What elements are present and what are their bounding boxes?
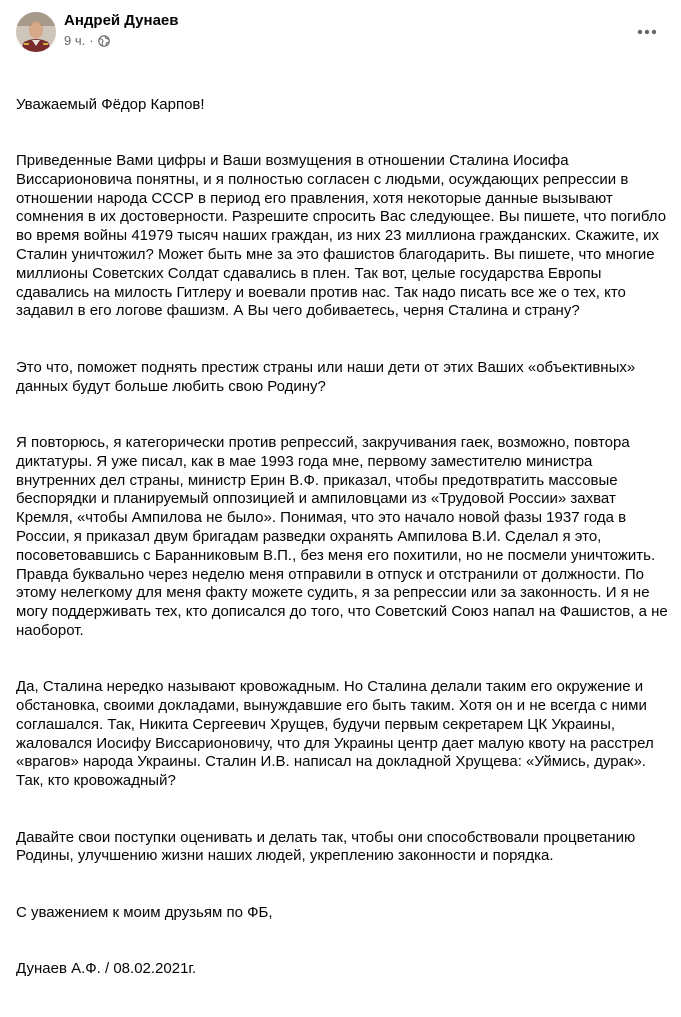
- post-time[interactable]: 9 ч.: [64, 33, 86, 48]
- post-paragraph: Дунаев А.Ф. / 08.02.2021г.: [16, 960, 197, 978]
- post-paragraph: С уважением к моим друзьям по ФБ,: [16, 903, 273, 921]
- more-options-button[interactable]: [629, 14, 665, 50]
- author-name[interactable]: Андрей Дунаев: [64, 12, 179, 29]
- post-paragraph: Уважаемый Фёдор Карпов!: [16, 95, 205, 113]
- post-paragraph: Приведенные Вами цифры и Ваши возмущения в отношении Сталина Иосифа Виссарионовича понятны, и я полностью согласен с людьми, осуждающих репрессии в отношении народа СССР в период его правления, хотя некоторые данные вызывают сомнения в их достоверности. Разрешите спросить Вас следующее. Вы пишете, что погибло во время войны 41979 тысяч наших граждан, из них 23 миллиона гражданских. Скажите, их Сталин уничтожил? Может быть мне за это фашистов благодарить. Вы пишете, что многие миллионы Советских Солдат сдавались в плен. Так вот, целые государства Европы сдавались на милость Гитлеру и воевали против нас. Так надо писать все же о тех, кто задавил в его логове фашизм. А Вы чего добиваетесь, черня Сталина и страну?: [16, 151, 671, 320]
- post-paragraph: Я повторюсь, я категорически против репрессий, закручивания гаек, возможно, повтора диктатуры. Я уже писал, как в мае 1993 года мне, первому заместителю министра внутренних дел страны, министр Ерин В.Ф. приказал, чтобы предотвратить массовые беспорядки и планируемый оппозицией и ампиловцами из «Трудовой России» захват Кремля, «чтобы Ампилова не было». Понимая, что это начало новой фазы 1937 года в России, я приказал двум бригадам разведки охранять Ампилова В.И. Сделал я это, посоветовавшись с Баранниковым В.П., без меня его похитили, но не посмели уничтожить. Правда буквально через неделю меня отправили в отпуск и отстранили от должности. По этому нелегкому для меня факту можете судить, я за репрессии или за законность. И я не могу поддерживать тех, кто дописался до того, что Советский Союз напал на Фашистов, а не наоборот.: [16, 433, 672, 639]
- more-options-icon: [637, 29, 657, 35]
- post-body: [16, 58, 671, 1017]
- author-avatar[interactable]: [16, 12, 56, 52]
- globe-icon[interactable]: [98, 35, 110, 47]
- post-paragraph: Давайте свои поступки оценивать и делать так, чтобы они способствовали процветанию Родины, улучшению жизни наших людей, укреплению законности и порядка.: [16, 828, 640, 865]
- post-paragraph: Это что, поможет поднять престиж страны или наши дети от этих Ваших «объективных» данных будут больше любить свою Родину?: [16, 358, 640, 395]
- post-header: [16, 10, 665, 54]
- post-meta: [64, 33, 110, 48]
- post-paragraph: Да, Сталина нередко называют кровожадным. Но Сталина делали таким его окружение и обстановка, своими докладами, вынуждавшие его быть таким. Хотя он и не всегда с ними соглашался. Так, Никита Сергеевич Хрущев, будучи первым секретарем ЦК Украины, жаловался Иосифу Виссарионовичу, что для Украины центр дает малую квоту на расстрел «врагов» народа Украины. Сталин И.В. написал на докладной Хрущева: «Уймись, дурак». Так, кто кровожадный?: [16, 678, 658, 790]
- meta-separator: ·: [89, 33, 94, 48]
